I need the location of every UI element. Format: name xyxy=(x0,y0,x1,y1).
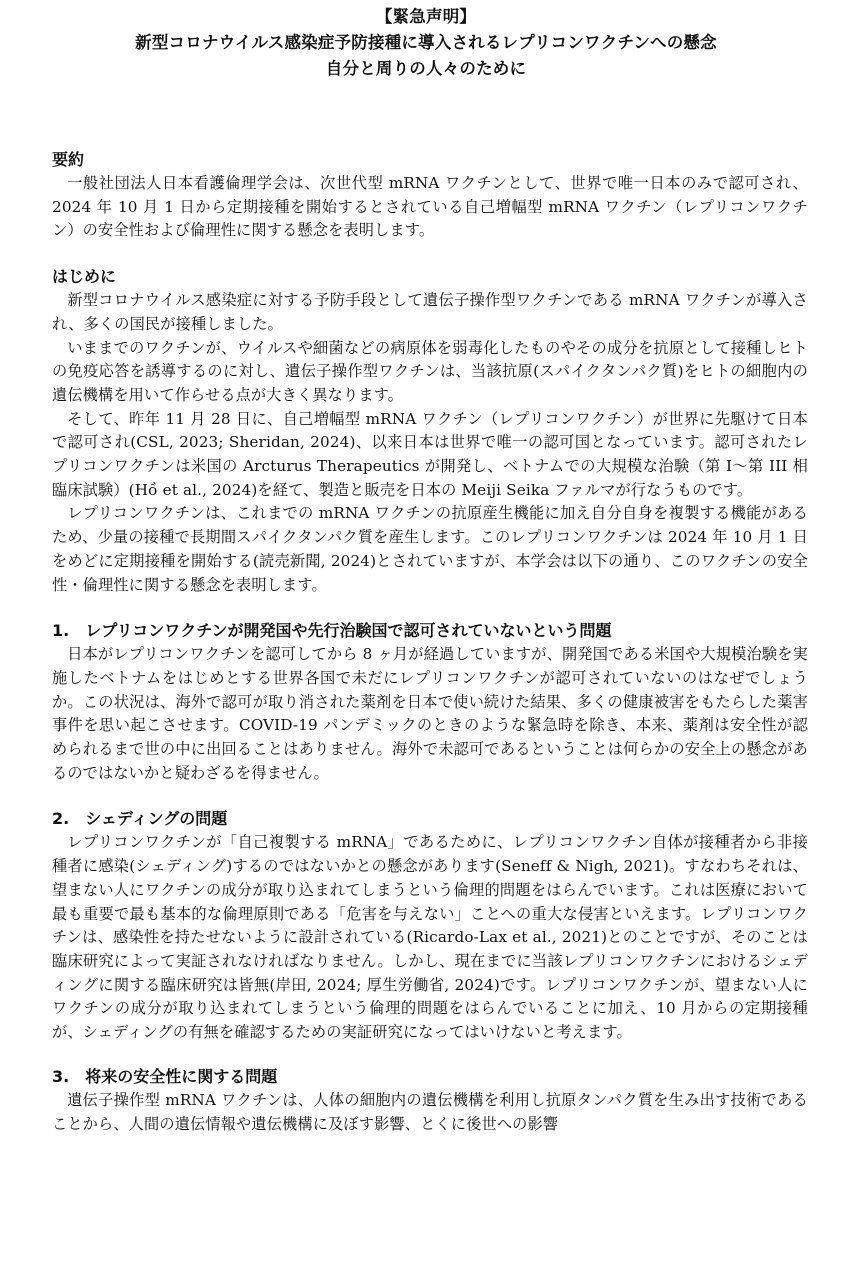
section-3-paragraph: 遺伝子操作型 mRNA ワクチンは、人体の細胞内の遺伝機構を利用し抗原タンパク質を生み出す技術であることから、人間の遺伝情報や遺伝機構に及ぼす影響、とくに後世への影響 xyxy=(52,1090,808,1133)
summary-section xyxy=(52,148,808,243)
section-1-paragraph: 日本がレプリコンワクチンを認可してから 8 ヶ月が経過していますが、開発国である米国や大規模治験を実施したベトナムをはじめとする世界各国で未だにレプリコンワクチンが認可されていないのはなぜでしょうか。この状況は、海外で認可が取り消された薬剤を日本で使い続けた結果、多くの健康被害をもたらした薬害事件を思い起こさせます。COVID-19 パンデミックのときのような緊急時を除き、本来、薬剤は安全性が認められるまで世の中に出回ることはありません。海外で未認可であるということは何らかの安全上の懸念があるのではないかと疑わざるを得ません。 xyxy=(52,645,808,782)
intro-heading: はじめに xyxy=(52,267,117,287)
section-1-heading: 1. レプリコンワクチンが開発国や先行治験国で認可されていないという問題 xyxy=(52,621,612,641)
summary-heading: 要約 xyxy=(52,150,85,169)
section-3 xyxy=(52,1065,808,1136)
section-1 xyxy=(52,619,808,785)
intro-paragraph: そして、昨年 11 月 28 日に、自己増幅型 mRNA ワクチン（レプリコンワクチン）が世界に先駆けて日本で認可され(CSL, 2023; Sheridan, 2024)、以来日本は世界で唯一の認可国となっています。認可されたレプリコンワクチンは米国の Arcturus Therapeutics が開発し、ベトナムでの大規模な治験（第 I〜第 III 相臨床試験）(Hồ et al., 2024)を経て、製造と販売を日本の Meiji Seika ファルマが行なうものです。 xyxy=(52,409,808,499)
section-2 xyxy=(52,807,808,1044)
document-body xyxy=(52,148,808,1136)
intro-section xyxy=(52,265,808,597)
intro-paragraph: レプリコンワクチンは、これまでの mRNA ワクチンの抗原産生機能に加え自分自身を複製する機能があるため、少量の接種で長期間スパイクタンパク質を産生します。このレプリコンワクチンは 2024 年 10 月 1 日をめどに定期接種を開始する(読売新聞, 2024)とされていますが、本学会は以下の通り、このワクチンの安全性・倫理性に関する懸念を表明します。 xyxy=(52,504,808,594)
document-subtitle: 自分と周りの人々のために xyxy=(325,59,527,78)
section-2-heading: 2. シェディングの問題 xyxy=(52,809,228,829)
section-2-paragraph: レプリコンワクチンが「自己複製する mRNA」であるために、レプリコンワクチン自体が接種者から非接種者に感染(シェディング)するのではないかとの懸念があります(Seneff & Nigh, 2021)。すなわちそれは、望まない人にワクチンの成分が取り込まれてしまうという倫理的問題をはらんでいます。これは医療において最も重要で最も基本的な倫理原則である「危害を与えない」ことへの重大な侵害といえます。レプリコンワクチンは、感染性を持たせないように設計されている(Ricardo-Lax et al., 2021)とのことですが、そのことは臨床研究によって実証されなければなりません。しかし、現在までに当該レプリコンワクチンにおけるシェディングに関する臨床研究は皆無(岸田, 2024; 厚生労働省, 2024)です。レプリコンワクチンが、望まない人にワクチンの成分が取り込まれてしまうという倫理的問題をはらんでいることに加え、10 月からの定期接種が、シェディングの有無を確認するための実証研究になってはいけないと考えます。 xyxy=(52,833,808,1042)
intro-paragraph: 新型コロナウイルス感染症に対する予防手段として遺伝子操作型ワクチンである mRNA ワクチンが導入され、多くの国民が接種しました。 xyxy=(52,291,808,333)
document-title: 新型コロナウイルス感染症予防接種に導入されるレプリコンワクチンへの懸念 xyxy=(135,33,717,52)
intro-paragraph: いままでのワクチンが、ウイルスや細菌などの病原体を弱毒化したものやその成分を抗原として接種しヒトの免疫応答を誘導するのに対し、遺伝子操作型ワクチンは、当該抗原(スパイクタンパク質)をヒトの細胞内の遺伝機構を用いて作らせる点が大きく異なります。 xyxy=(52,338,808,404)
document-header xyxy=(0,4,852,82)
section-3-heading: 3. 将来の安全性に関する問題 xyxy=(52,1066,278,1086)
statement-label: 【緊急声明】 xyxy=(375,7,477,26)
summary-paragraph: 一般社団法人日本看護倫理学会は、次世代型 mRNA ワクチンとして、世界で唯一日本のみで認可され、2024 年 10 月 1 日から定期接種を開始するとされている自己増幅型 mRNA ワクチン（レプリコンワクチン）の安全性および倫理性に関する懸念を表明します。 xyxy=(52,174,808,240)
